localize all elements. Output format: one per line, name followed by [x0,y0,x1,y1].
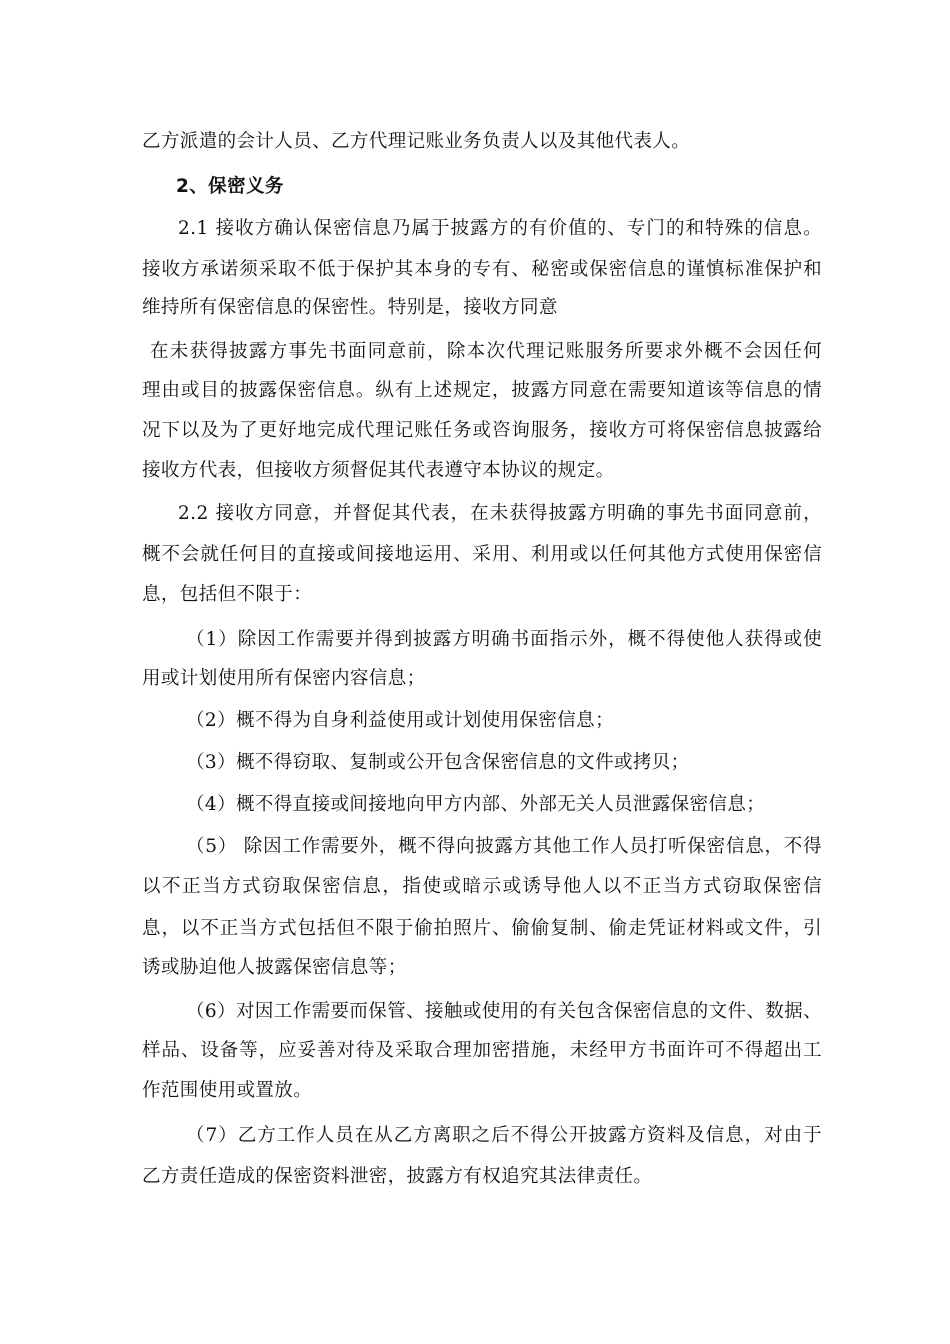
list-item-line: 以不正当方式窃取保密信息，指使或暗示或诱导他人以不正当方式窃取保密信 [142,876,822,897]
list-item-line: 息，以不正当方式包括但不限于偷拍照片、偷偷复制、偷走凭证材料或文件，引 [142,918,822,939]
paragraph-line: 接收方代表，但接收方须督促其代表遵守本协议的规定。 [142,460,615,481]
paragraph-line: 在未获得披露方事先书面同意前，除本次代理记账服务所要求外概不会因任何 [150,341,822,362]
list-item-line: 用或计划使用所有保密内容信息； [142,668,426,689]
paragraph-line: 乙方派遣的会计人员、乙方代理记账业务负责人以及其他代表人。 [142,131,691,152]
paragraph-line: 2.2 接收方同意，并督促其代表，在未获得披露方明确的事先书面同意前， [178,503,822,524]
list-item-line: （6）对因工作需要而保管、接触或使用的有关包含保密信息的文件、数据、 [186,1001,822,1022]
paragraph-line: 维持所有保密信息的保密性。特别是，接收方同意 [142,297,558,318]
list-item-line: （3）概不得窃取、复制或公开包含保密信息的文件或拷贝； [186,752,690,773]
list-item-line: （5） 除因工作需要外，概不得向披露方其他工作人员打听保密信息，不得 [186,836,822,857]
list-item-line: （7）乙方工作人员在从乙方离职之后不得公开披露方资料及信息，对由于 [186,1125,822,1146]
paragraph-line: 接收方承诺须采取不低于保护其本身的专有、秘密或保密信息的谨慎标准保护和 [142,259,822,280]
list-item-line: （2）概不得为自身利益使用或计划使用保密信息； [186,710,614,731]
paragraph-line: 2.1 接收方确认保密信息乃属于披露方的有价值的、专门的和特殊的信息。 [178,218,822,239]
section-heading: 2、保密义务 [176,176,284,197]
paragraph-line: 概不会就任何目的直接或间接地运用、采用、利用或以任何其他方式使用保密信 [142,544,822,565]
paragraph-line: 理由或目的披露保密信息。纵有上述规定，披露方同意在需要知道该等信息的情 [142,380,822,401]
list-item-line: 作范围使用或置放。 [142,1080,313,1101]
paragraph-line: 息，包括但不限于： [142,584,313,605]
list-item-line: （1）除因工作需要并得到披露方明确书面指示外，概不得使他人获得或使 [186,629,822,650]
list-item-line: 诱或胁迫他人披露保密信息等； [142,957,407,978]
paragraph-line: 况下以及为了更好地完成代理记账任务或咨询服务，接收方可将保密信息披露给 [142,420,822,441]
list-item-line: 乙方责任造成的保密资料泄密，披露方有权追究其法律责任。 [142,1166,653,1187]
list-item-line: （4）概不得直接或间接地向甲方内部、外部无关人员泄露保密信息； [186,794,766,815]
list-item-line: 样品、设备等，应妥善对待及采取合理加密措施，未经甲方书面许可不得超出工 [142,1040,822,1061]
